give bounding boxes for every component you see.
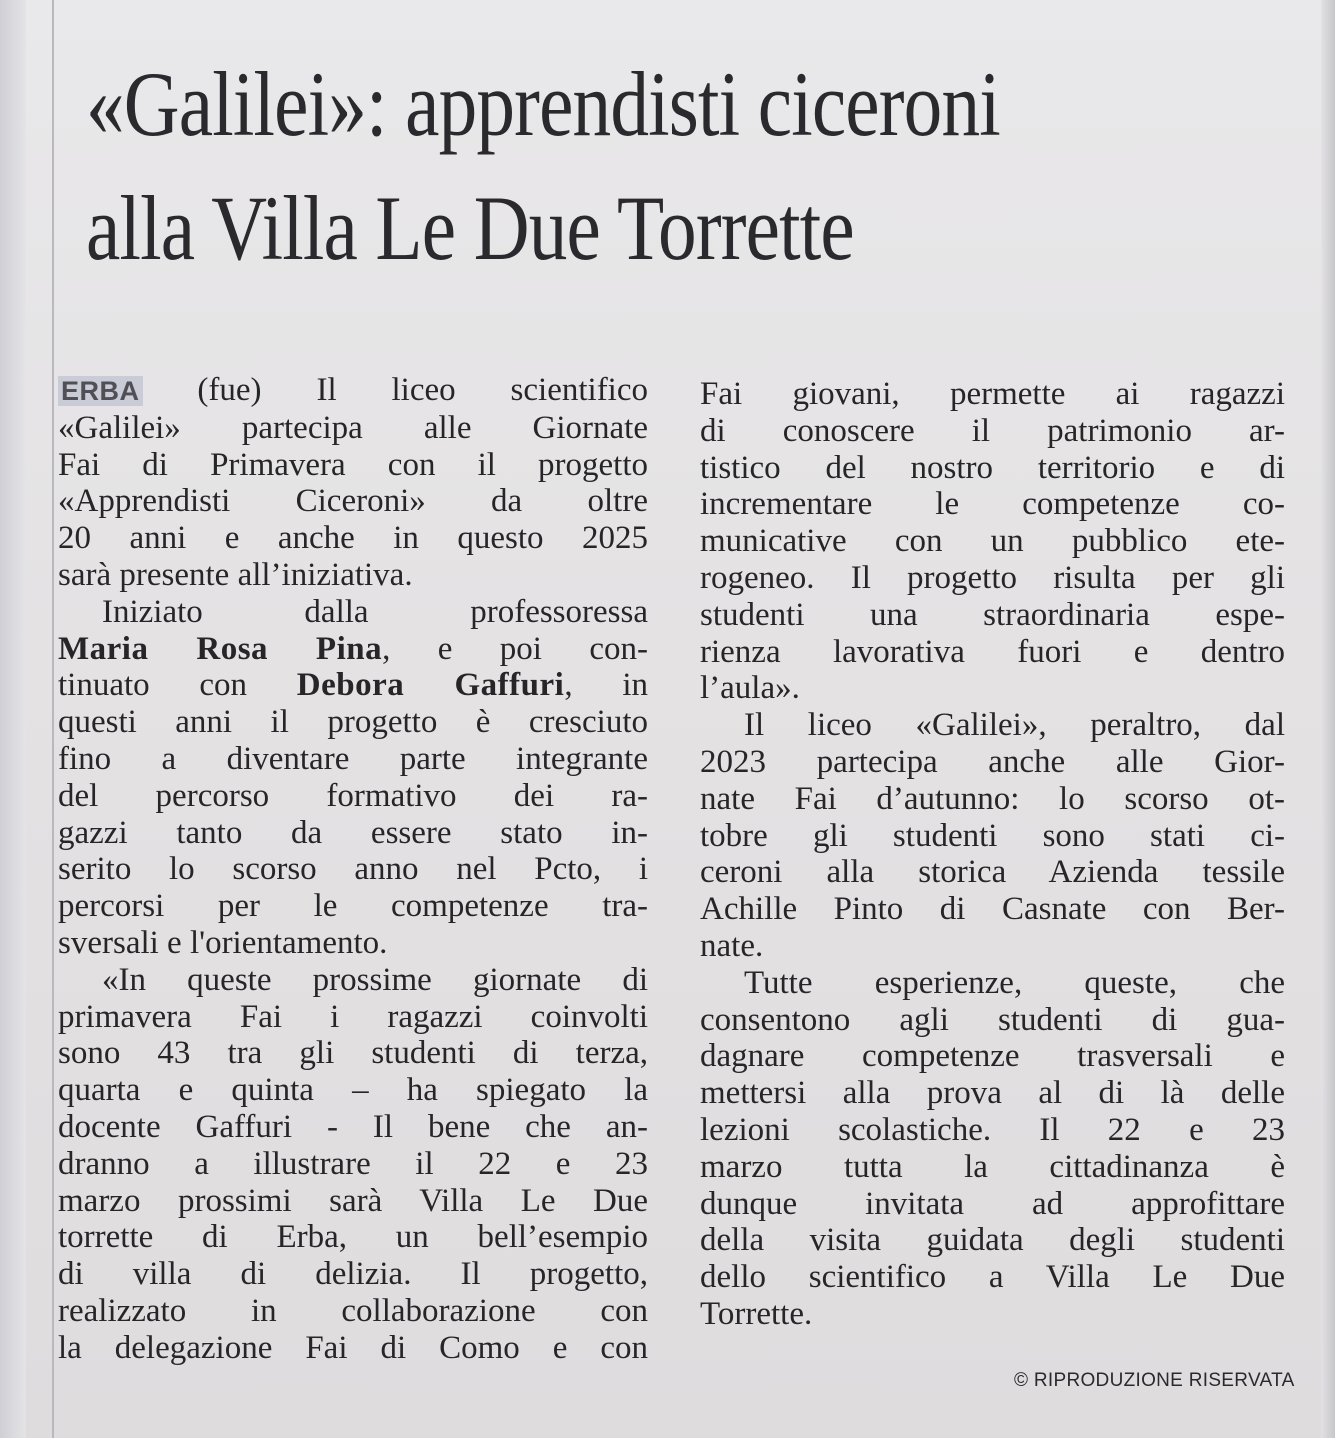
text-fragment: , in [564, 667, 649, 704]
text-fragment: Il liceo scientifico [316, 372, 648, 408]
text-line: marzo prossimi sarà Villa Le Due [58, 1182, 648, 1219]
text-line: «Galilei» partecipa alle Giornate [58, 409, 648, 446]
page-edge-shadow [1321, 0, 1335, 1438]
copyright-notice: © RIPRODUZIONE RISERVATA [1014, 1370, 1295, 1391]
text-line: serito lo scorso anno nel Pcto, i [58, 851, 648, 888]
paragraph-intro [58, 372, 648, 594]
article-column-right [700, 376, 1285, 1333]
text-line: nate Fai d’autunno: lo scorso ot- [700, 780, 1285, 817]
text-line: di villa di delizia. Il progetto, [58, 1256, 648, 1293]
text-line: Fai giovani, permette ai ragazzi [700, 376, 1285, 412]
text-line: dranno a illustrare il 22 e 23 [58, 1145, 648, 1182]
text-line: ceroni alla storica Azienda tessile [700, 854, 1285, 891]
text-line: del percorso formativo dei ra- [58, 777, 648, 814]
text-line: quarta e quinta – ha spiegato la [58, 1072, 648, 1109]
text-line: studenti una straordinaria espe- [700, 596, 1285, 633]
article-column-left [58, 372, 648, 1367]
dateline: ERBA [58, 376, 143, 406]
text-line: realizzato in collaborazione con [58, 1292, 648, 1329]
headline-line-2: alla Villa Le Due Torrette [86, 177, 854, 279]
text-line: Fai di Primavera con il progetto [58, 446, 648, 483]
text-line: consentono agli studenti di gua- [700, 1001, 1285, 1038]
text-fragment: , e poi con- [382, 630, 648, 667]
page-fold-shadow [0, 0, 26, 1438]
text-line: rogeneo. Il progetto risulta per gli [700, 559, 1285, 596]
text-line: marzo tutta la cittadinanza è [700, 1148, 1285, 1185]
text-line: Torrette. [700, 1295, 813, 1332]
text-line [58, 631, 648, 668]
text-line: docente Gaffuri - Il bene che an- [58, 1108, 648, 1145]
text-line: nate. [700, 927, 764, 964]
text-line: dagnare competenze trasversali e [700, 1038, 1285, 1075]
text-line: Tutte esperienze, queste, che [744, 964, 1285, 1001]
text-line: torrette di Erba, un bell’esempio [58, 1219, 648, 1256]
text-line: tobre gli studenti sono stati ci- [700, 817, 1285, 854]
text-line: Achille Pinto di Casnate con Ber- [700, 891, 1285, 928]
text-line: la delegazione Fai di Como e con [58, 1329, 648, 1366]
text-fragment: tinuato con [58, 667, 297, 704]
text-line: primavera Fai i ragazzi coinvolti [58, 998, 648, 1035]
paragraph-quote-continued [700, 376, 1285, 707]
text-line: percorsi per le competenze tra- [58, 888, 648, 925]
text-line: della visita guidata degli studenti [700, 1222, 1285, 1259]
author-tag: (fue) [197, 372, 262, 408]
text-line: di conoscere il patrimonio ar- [700, 412, 1285, 449]
text-line: sversali e l'orientamento. [58, 924, 388, 961]
text-line: mettersi alla prova al di là delle [700, 1075, 1285, 1112]
text-line: sarà presente all’iniziativa. [58, 556, 413, 593]
text-line: 2023 partecipa anche alle Gior- [700, 743, 1285, 780]
text-line: questi anni il progetto è cresciuto [58, 704, 648, 741]
text-line [58, 372, 648, 410]
text-line: rienza lavorativa fuori e dentro [700, 633, 1285, 670]
column-rule [52, 0, 54, 1438]
paragraph-quote [58, 962, 648, 1367]
person-name: Maria Rosa Pina [58, 630, 383, 667]
paragraph-autumn [700, 707, 1285, 965]
text-line: dello scientifico a Villa Le Due [700, 1259, 1285, 1296]
person-name: Debora Gaffuri [296, 667, 565, 704]
text-line: Il liceo «Galilei», peraltro, dal [744, 707, 1285, 744]
text-line: l’aula». [700, 670, 800, 707]
article-headline [86, 42, 1111, 290]
text-line [58, 667, 648, 704]
text-line: municative con un pubblico ete- [700, 523, 1285, 560]
headline-line-1: «Galilei»: apprendisti ciceroni [86, 53, 1000, 155]
text-line: dunque invitata ad approfittare [700, 1185, 1285, 1222]
text-line: incrementare le competenze co- [700, 486, 1285, 523]
text-line: lezioni scolastiche. Il 22 e 23 [700, 1111, 1285, 1148]
text-line: «Apprendisti Ciceroni» da oltre [58, 483, 648, 520]
paragraph-conclusion [700, 965, 1285, 1333]
paragraph-history [58, 594, 648, 962]
text-line: «In queste prossime giornate di [102, 961, 648, 998]
text-line: gazzi tanto da essere stato in- [58, 814, 648, 851]
text-line: tistico del nostro territorio e di [700, 449, 1285, 486]
text-line: sono 43 tra gli studenti di terza, [58, 1035, 648, 1072]
text-line: Iniziato dalla professoressa [102, 593, 648, 630]
text-line: 20 anni e anche in questo 2025 [58, 520, 648, 557]
text-line: fino a diventare parte integrante [58, 740, 648, 777]
